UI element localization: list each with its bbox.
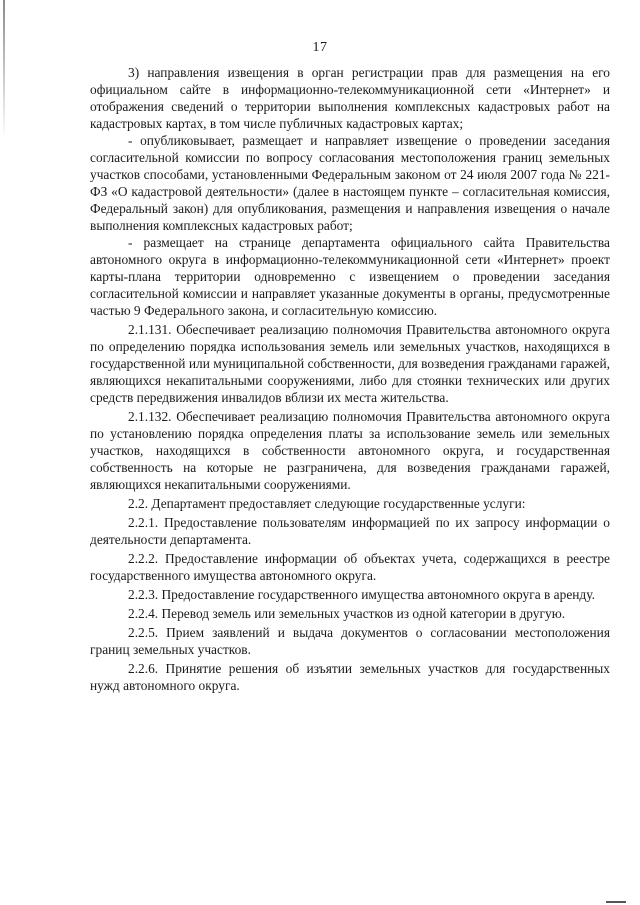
paragraph-posts-map-plan: - размещает на странице департамента официального сайта Правительства автономного округа в информационно-телекоммуникационной сети «Интернет» проект карты-плана территории одновременно с извещением о проведении заседания согласительной комиссии и направляет указанные документы в органы, предусмотренные частью 9 Федерального закона, и согласительную комиссию. (90, 235, 610, 318)
paragraph-2-2-4: 2.2.4. Перевод земель или земельных участков из одной категории в другую. (128, 606, 566, 621)
paragraph-2-2: 2.2. Департамент предоставляет следующие государственные услуги: (128, 496, 526, 511)
document-body (90, 64, 610, 694)
paragraph-2-2-5: 2.2.5. Прием заявлений и выдача документов о согласовании местоположения границ земельных участков. (90, 625, 610, 657)
paragraph-2-2-3: 2.2.3. Предоставление государственного имущества автономного округа в аренду. (128, 587, 595, 602)
paragraph-publishes-notice: - опубликовывает, размещает и направляет извещение о проведении заседания согласительной комиссии по вопросу согласования местоположения границ земельных участков способами, установленными Федеральным законом от 24 июля 2007 года № 221-ФЗ «О кадастровой деятельности» (далее в настоящем пункте – согласительная комиссия, Федеральный закон) для опубликования, размещения и направления извещения о начале выполнения комплексных кадастровых работ; (90, 133, 610, 233)
paragraph-2-2-6: 2.2.6. Принятие решения об изъятии земельных участков для государственных нужд автономного округа. (90, 661, 610, 693)
paragraph-item-3: 3) направления извещения в орган регистрации прав для размещения на его официальном сайте в информационно-телекоммуникационной сети «Интернет» и отображения сведений о территории выполнения комплексных кадастровых работ на кадастровых картах, в том числе публичных кадастровых картах; (90, 65, 610, 131)
paragraph-2-1-131: 2.1.131. Обеспечивает реализацию полномочия Правительства автономного округа по определению порядка использования земель или земельных участков, находящихся в государственной или муниципальной собственности, для возведения гражданами гаражей, являющихся некапитальными сооружениями, либо для стоянки технических или других средств передвижения инвалидов вблизи их места жительства. (90, 322, 610, 405)
paragraph-2-1-132: 2.1.132. Обеспечивает реализацию полномочия Правительства автономного округа по установлению порядка определения платы за использование земель или земельных участков, находящихся в собственности автономного округа, и государственная собственность на которые не разграничена, для возведения гражданами гаражей, являющихся некапитальными сооружениями. (90, 409, 610, 492)
scan-edge-mark (3, 0, 5, 140)
paragraph-2-2-1: 2.2.1. Предоставление пользователям информацией по их запросу информации о деятельности департамента. (90, 515, 610, 547)
paragraph-2-2-2: 2.2.2. Предоставление информации об объектах учета, содержащихся в реестре государственного имущества автономного округа. (90, 551, 610, 583)
page-number: 17 (312, 40, 328, 55)
scan-corner-mark (606, 901, 626, 903)
